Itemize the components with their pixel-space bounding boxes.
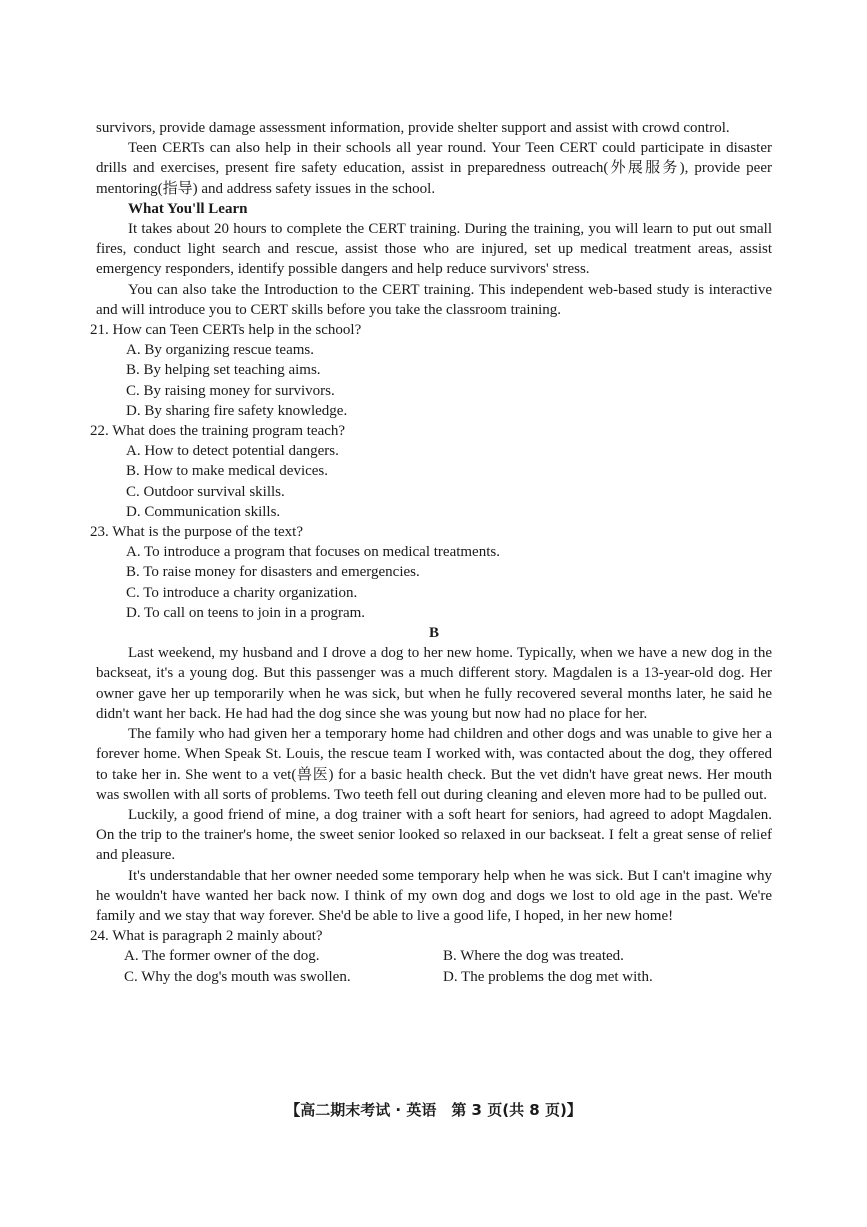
answer-option: B. To raise money for disasters and emergencies. [126,564,420,581]
answer-option: A. By organizing rescue teams. [126,342,315,359]
answer-option: A. To introduce a program that focuses on medical treatments. [126,544,500,561]
passage-b-paragraph-3: Luckily, a good friend of mine, a dog trainer with a soft heart for seniors, had agreed to adopt Magdalen. On the trip to the trainer's home, the sweet senior looked so relaxed in our backseat. I felt a great sense of relief and pleasure. [96,806,772,864]
answer-option: A. How to detect potential dangers. [126,443,339,460]
passage-b-paragraph-4: It's understandable that her owner needed some temporary help when he was sick. But I can't imagine why he wouldn't have wanted her back now. I think of my own dog and dogs we lost to old age in the past. We're family and we stay that way forever. She'd be able to live a good life, I hoped, in her new home! [96,867,772,924]
answer-option: B. How to make medical devices. [126,463,329,480]
answer-option: C. By raising money for survivors. [126,382,335,399]
section-heading-what-youll-learn: What You'll Learn [128,200,248,217]
answer-options-grid [96,946,772,986]
page-footer: 【高二期末考试 · 英语 第 3 页(共 8 页)】 [285,1101,582,1119]
answer-option: D. Communication skills. [126,503,281,520]
answer-option: D. By sharing fire safety knowledge. [126,402,348,419]
passage-a-paragraph-intro: You can also take the Introduction to the CERT training. This independent web-based study is interactive and will introduce you to CERT skills before you take the classroom training. [96,281,772,318]
question-stem: 21. How can Teen CERTs help in the school? [90,322,362,339]
answer-option: B. By helping set teaching aims. [126,362,321,379]
passage-a-paragraph-continued: survivors, provide damage assessment information, provide shelter support and assist with crowd control. [96,120,730,136]
question-21 [90,320,772,421]
question-stem: 24. What is paragraph 2 mainly about? [90,928,323,945]
question-stem: 23. What is the purpose of the text? [90,524,304,541]
passage-b-paragraph-1: Last weekend, my husband and I drove a dog to her new home. Typically, when we have a new dog in the backseat, it's a young dog. But this passenger was a much different story. Magdalen is a 13-year-old dog. Her owner gave her up temporarily when he was sick, but when he fully recovered several months later, he said he didn't want her back. He had had the dog since she was young but now had no place for her. [96,645,772,722]
question-23 [90,522,772,623]
answer-option: B. Where the dog was treated. [443,948,624,965]
question-stem: 22. What does the training program teach? [90,423,346,440]
question-24 [90,926,772,987]
answer-option: C. To introduce a charity organization. [126,584,358,601]
page-content [90,118,772,987]
question-22 [90,421,772,522]
passage-b-paragraph-2: The family who had given her a temporary home had children and other dogs and was unable to give her a forever home. When Speak St. Louis, the rescue team I worked with, was contacted about the dog, they offered to take her in. She went to a vet(兽医) for a basic health check. But the vet didn't have great news. Her mouth was swollen with all sorts of problems. Two teeth fell out during cleaning and eleven more had to be pulled out. [96,726,772,803]
section-b-title: B [428,625,439,642]
passage-a-paragraph-schools: Teen CERTs can also help in their schools all year round. Your Teen CERT could participate in disaster drills and exercises, present fire safety education, assist in preparedness outreach(外展服务), provide peer mentoring(指导) and address safety issues in the school. [96,140,772,197]
answer-option: C. Why the dog's mouth was swollen. [124,968,351,985]
answer-option: D. The problems the dog met with. [443,968,653,985]
answer-option: D. To call on teens to join in a program. [126,604,366,621]
answer-option: A. The former owner of the dog. [124,948,320,965]
passage-a-paragraph-learn: It takes about 20 hours to complete the CERT training. During the training, you will learn to put out small fires, conduct light search and rescue, assist those who are injured, set up medical treatment areas, assist emergency responders, identify possible dangers and help reduce survivors' stress. [96,221,772,278]
answer-option: C. Outdoor survival skills. [126,483,285,500]
